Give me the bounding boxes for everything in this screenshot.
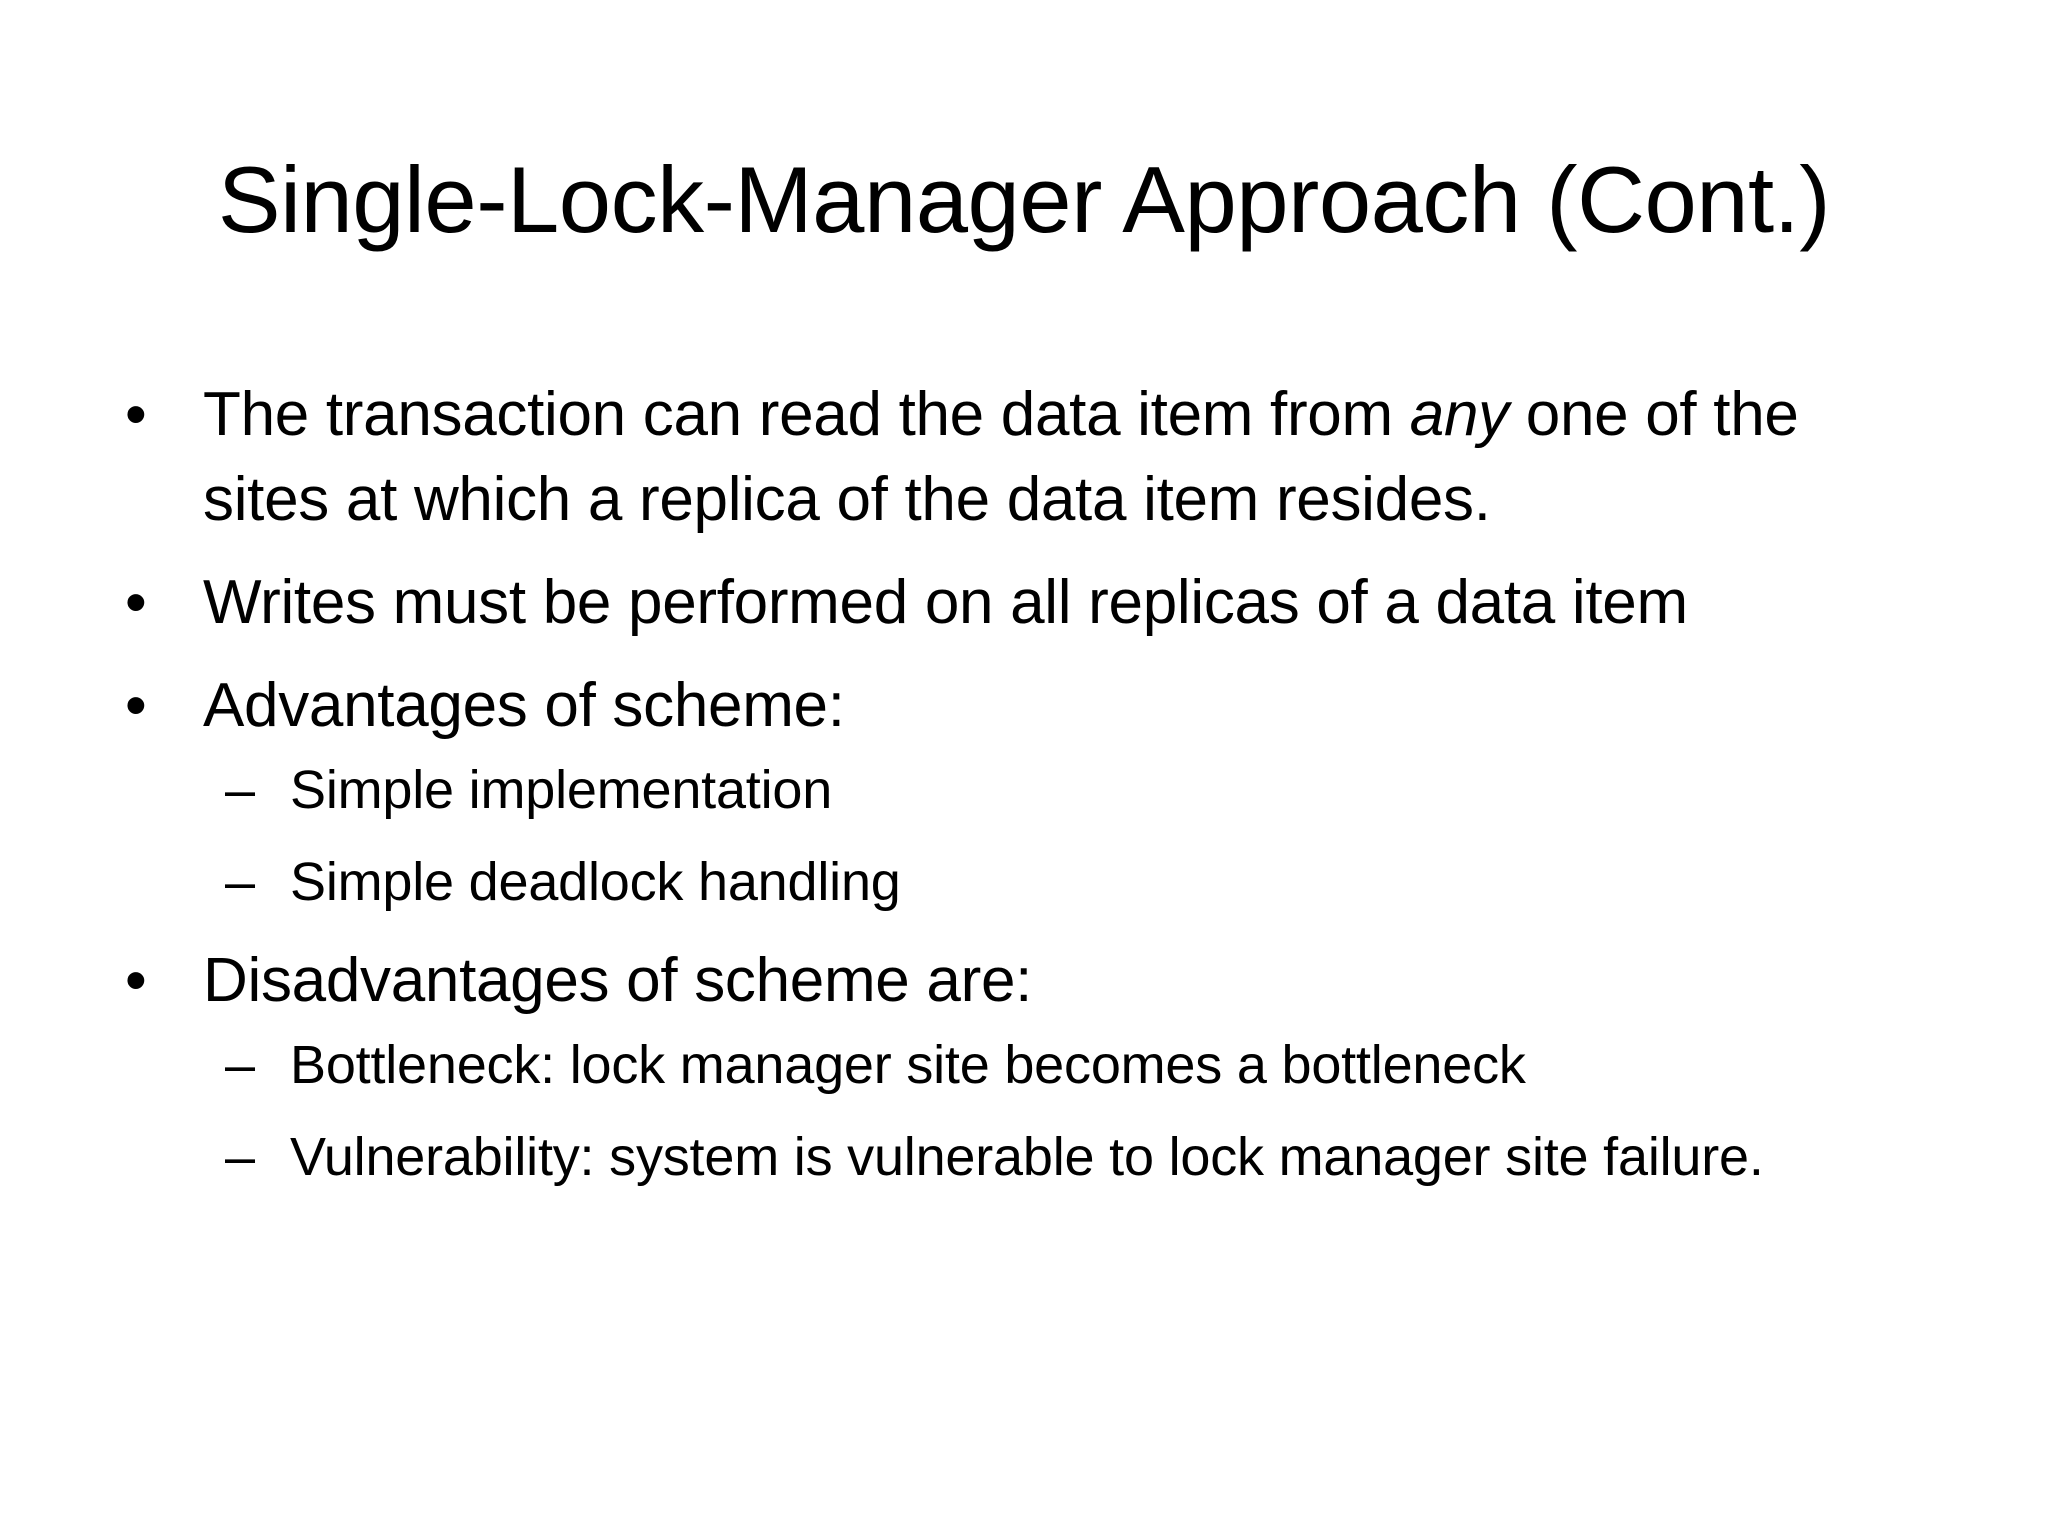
bullet-item (125, 663, 1925, 748)
bullet-text: The transaction can read the data item from any one of the sites at which a replica of the data item resides. (203, 380, 1799, 534)
sub-list (125, 1027, 1925, 1195)
slide-content (125, 372, 1925, 1213)
sub-item-text: Bottleneck: lock manager site becomes a bottleneck (290, 1035, 1526, 1095)
bullet-text: Advantages of scheme: (203, 671, 845, 740)
bullet-text: Writes must be performed on all replicas of a data item (203, 568, 1688, 637)
bullet-item (125, 372, 1925, 542)
bullet-item (125, 938, 1925, 1023)
sub-list (125, 752, 1925, 920)
sub-item-text: Vulnerability: system is vulnerable to lock manager site failure. (290, 1127, 1764, 1187)
sub-item (125, 844, 1925, 920)
dash-icon: – (225, 1035, 255, 1095)
bullet-dot-icon: • (125, 946, 147, 1015)
dash-icon: – (225, 852, 255, 912)
bullet-dot-icon: • (125, 380, 147, 449)
sub-item-text: Simple implementation (290, 760, 833, 820)
dash-icon: – (225, 760, 255, 820)
bullet-text: Disadvantages of scheme are: (203, 946, 1033, 1015)
sub-item-text: Simple deadlock handling (290, 852, 901, 912)
sub-item (125, 1027, 1925, 1103)
emphasis-text: any (1409, 380, 1509, 449)
dash-icon: – (225, 1127, 255, 1187)
slide-title: Single-Lock-Manager Approach (Cont.) (217, 147, 1831, 252)
bullet-dot-icon: • (125, 568, 147, 637)
sub-item (125, 1119, 1925, 1195)
sub-item (125, 752, 1925, 828)
bullet-dot-icon: • (125, 671, 147, 740)
bullet-item (125, 560, 1925, 645)
